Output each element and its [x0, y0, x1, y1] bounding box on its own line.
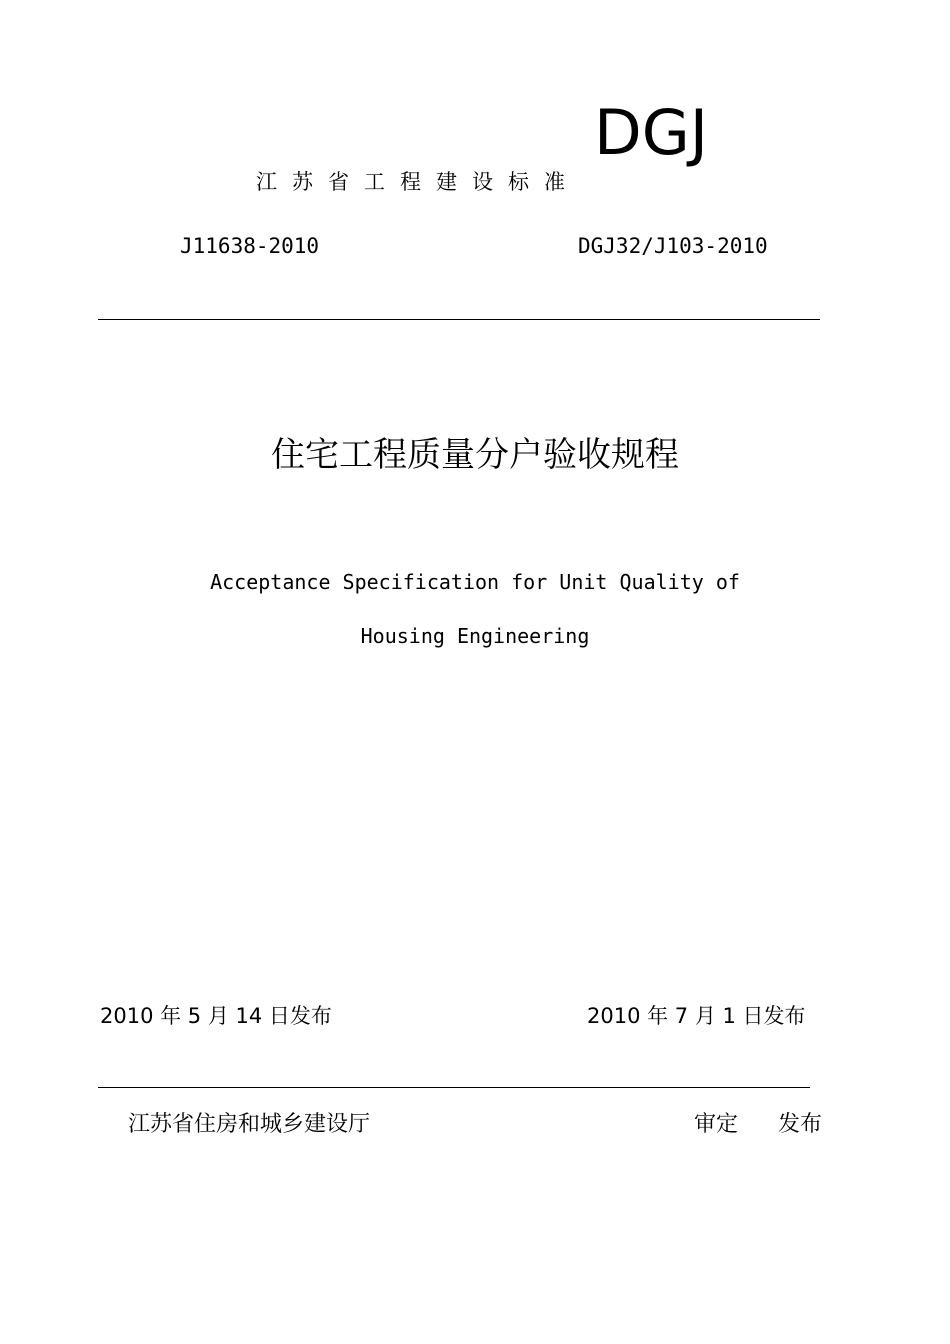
english-title-line-1: Acceptance Specification for Unit Quality of — [210, 570, 740, 594]
effective-date: 2010 年 7 月 1 日发布 — [587, 1004, 806, 1028]
standard-mark: DGJ — [594, 96, 709, 169]
issue-date: 2010 年 5 月 14 日发布 — [100, 1004, 332, 1028]
record-number: J11638-2010 — [180, 234, 320, 258]
top-divider — [98, 319, 820, 320]
issuing-authority: 江苏省住房和城乡建设厅 — [128, 1112, 371, 1137]
standard-type: 江苏省工程建设标准 — [256, 170, 580, 194]
bottom-divider — [98, 1087, 810, 1088]
approve-label: 审定 — [694, 1112, 739, 1137]
standard-number: DGJ32/J103-2010 — [578, 234, 768, 258]
english-title-line-2: Housing Engineering — [360, 624, 590, 648]
publish-label: 发布 — [778, 1112, 823, 1137]
document-title: 住宅工程质量分户验收规程 — [271, 435, 679, 475]
